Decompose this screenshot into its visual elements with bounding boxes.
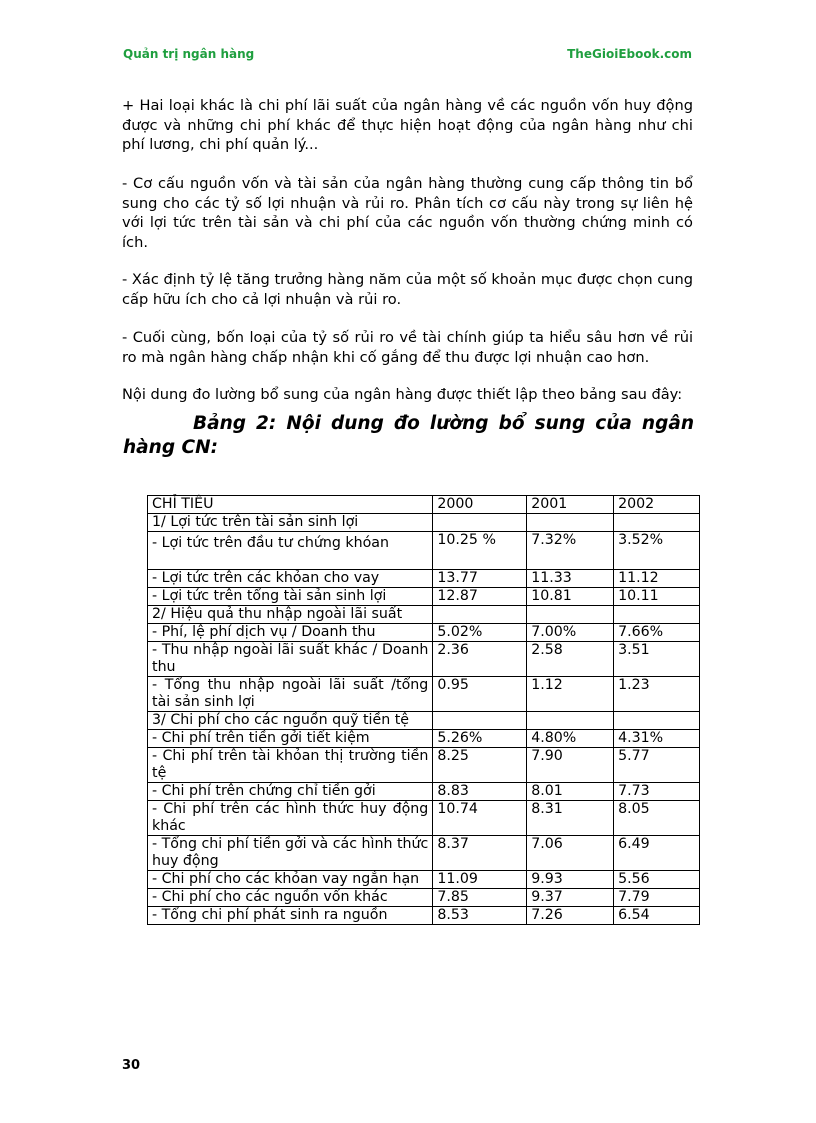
table-row: [148, 624, 700, 642]
table-row: [148, 801, 700, 836]
value-cell: 9.93: [527, 871, 614, 889]
value-cell: [433, 712, 527, 730]
row-label: - Chi phí trên tài khỏan thị trường tiền tệ: [148, 748, 433, 783]
value-cell: [527, 514, 614, 532]
row-label: 2/ Hiệu quả thu nhập ngoài lãi suất: [148, 606, 433, 624]
header-cell: 2002: [614, 496, 700, 514]
value-cell: 5.77: [614, 748, 700, 783]
value-cell: 7.66%: [614, 624, 700, 642]
row-label: - Chi phí trên chứng chỉ tiền gởi: [148, 783, 433, 801]
row-label: - Lợi tức trên các khỏan cho vay: [148, 570, 433, 588]
table-row: [148, 889, 700, 907]
row-label: - Lợi tức trên tổng tài sản sinh lợi: [148, 588, 433, 606]
table-row: [148, 677, 700, 712]
value-cell: 7.85: [433, 889, 527, 907]
value-cell: 7.90: [527, 748, 614, 783]
paragraph: - Xác định tỷ lệ tăng trưởng hàng năm của một số khoản mục được chọn cung cấp hữu ích cho cả lợi nhuận và rủi ro.: [122, 271, 693, 308]
value-cell: 8.25: [433, 748, 527, 783]
header-cell: 2001: [527, 496, 614, 514]
value-cell: 13.77: [433, 570, 527, 588]
paragraph: Nội dung đo lường bổ sung của ngân hàng được thiết lập theo bảng sau đây:: [122, 386, 683, 403]
table-row: [148, 712, 700, 730]
table-row: [148, 570, 700, 588]
table-row: [148, 606, 700, 624]
value-cell: 7.79: [614, 889, 700, 907]
value-cell: 5.56: [614, 871, 700, 889]
value-cell: 7.00%: [527, 624, 614, 642]
value-cell: 8.31: [527, 801, 614, 836]
value-cell: 10.74: [433, 801, 527, 836]
value-cell: 9.37: [527, 889, 614, 907]
row-label: - Phí, lệ phí dịch vụ / Doanh thu: [148, 624, 433, 642]
row-label: - Lợi tức trên đầu tư chứng khóan: [148, 532, 433, 570]
header-cell: 2000: [433, 496, 527, 514]
table-row: [148, 730, 700, 748]
value-cell: 5.26%: [433, 730, 527, 748]
value-cell: 0.95: [433, 677, 527, 712]
table-row: [148, 907, 700, 925]
value-cell: 7.32%: [527, 532, 614, 570]
row-label: - Tổng thu nhập ngoài lãi suất /tổng tài sản sinh lợi: [148, 677, 433, 712]
value-cell: 11.33: [527, 570, 614, 588]
paragraph: + Hai loại khác là chi phí lãi suất của ngân hàng về các nguồn vốn huy động được và những chi phí khác để thực hiện hoạt động của ngân hàng như chi phí lương, chi phí quản lý...: [122, 97, 693, 153]
value-cell: 7.06: [527, 836, 614, 871]
value-cell: 10.11: [614, 588, 700, 606]
paragraph: - Cuối cùng, bốn loại của tỷ số rủi ro về tài chính giúp ta hiểu sâu hơn về rủi ro mà ngân hàng chấp nhận khi cố gắng để thu được lợi nhuận cao hơn.: [122, 329, 693, 366]
value-cell: [614, 514, 700, 532]
value-cell: 12.87: [433, 588, 527, 606]
table-row: [148, 748, 700, 783]
value-cell: 5.02%: [433, 624, 527, 642]
table-caption: Bảng 2: Nội dung đo lường bổ sung của ngân hàng CN:: [123, 413, 694, 458]
value-cell: 7.26: [527, 907, 614, 925]
value-cell: [614, 606, 700, 624]
value-cell: 4.31%: [614, 730, 700, 748]
value-cell: [433, 514, 527, 532]
value-cell: 8.83: [433, 783, 527, 801]
running-header-title: Quản trị ngân hàng: [123, 47, 255, 61]
page-number: 30: [122, 1058, 141, 1073]
running-header-site: TheGioiEbook.com: [567, 47, 692, 61]
table-row: [148, 588, 700, 606]
table-row: [148, 871, 700, 889]
value-cell: 2.58: [527, 642, 614, 677]
table-row: [148, 642, 700, 677]
value-cell: 3.52%: [614, 532, 700, 570]
value-cell: [527, 606, 614, 624]
value-cell: [527, 712, 614, 730]
row-label: - Chi phí trên tiền gởi tiết kiệm: [148, 730, 433, 748]
table-header-row: [148, 496, 700, 514]
table-row: [148, 783, 700, 801]
paragraph: - Cơ cấu nguồn vốn và tài sản của ngân hàng thường cung cấp thông tin bổ sung cho các tỷ số lợi nhuận và rủi ro. Phân tích cơ cấu này trong sự liên hệ với lợi tức trên tài sản và chi phí của các nguồn vốn thường chứng minh có ích.: [122, 175, 693, 251]
row-label: - Chi phí trên các hình thức huy động khác: [148, 801, 433, 836]
row-label: - Chi phí cho các khỏan vay ngắn hạn: [148, 871, 433, 889]
value-cell: 8.05: [614, 801, 700, 836]
value-cell: 6.54: [614, 907, 700, 925]
row-label: - Tổng chi phí tiền gởi và các hình thức huy động: [148, 836, 433, 871]
value-cell: 8.37: [433, 836, 527, 871]
row-label: - Chi phí cho các nguồn vốn khác: [148, 889, 433, 907]
value-cell: 1.12: [527, 677, 614, 712]
value-cell: 11.09: [433, 871, 527, 889]
measurement-table: [147, 495, 700, 925]
value-cell: 3.51: [614, 642, 700, 677]
row-label: 1/ Lợi tức trên tài sản sinh lợi: [148, 514, 433, 532]
row-label: - Tổng chi phí phát sinh ra nguồn: [148, 907, 433, 925]
value-cell: 8.53: [433, 907, 527, 925]
table-row: [148, 836, 700, 871]
value-cell: 7.73: [614, 783, 700, 801]
value-cell: 8.01: [527, 783, 614, 801]
table-row: [148, 532, 700, 570]
value-cell: 2.36: [433, 642, 527, 677]
row-label: - Thu nhập ngoài lãi suất khác / Doanh thu: [148, 642, 433, 677]
header-cell: CHỈ TIÊU: [148, 496, 433, 514]
value-cell: 4.80%: [527, 730, 614, 748]
value-cell: [614, 712, 700, 730]
row-label: 3/ Chi phí cho các nguồn quỹ tiền tệ: [148, 712, 433, 730]
value-cell: 1.23: [614, 677, 700, 712]
value-cell: [433, 606, 527, 624]
value-cell: 10.25 %: [433, 532, 527, 570]
table-row: [148, 514, 700, 532]
value-cell: 11.12: [614, 570, 700, 588]
value-cell: 10.81: [527, 588, 614, 606]
value-cell: 6.49: [614, 836, 700, 871]
